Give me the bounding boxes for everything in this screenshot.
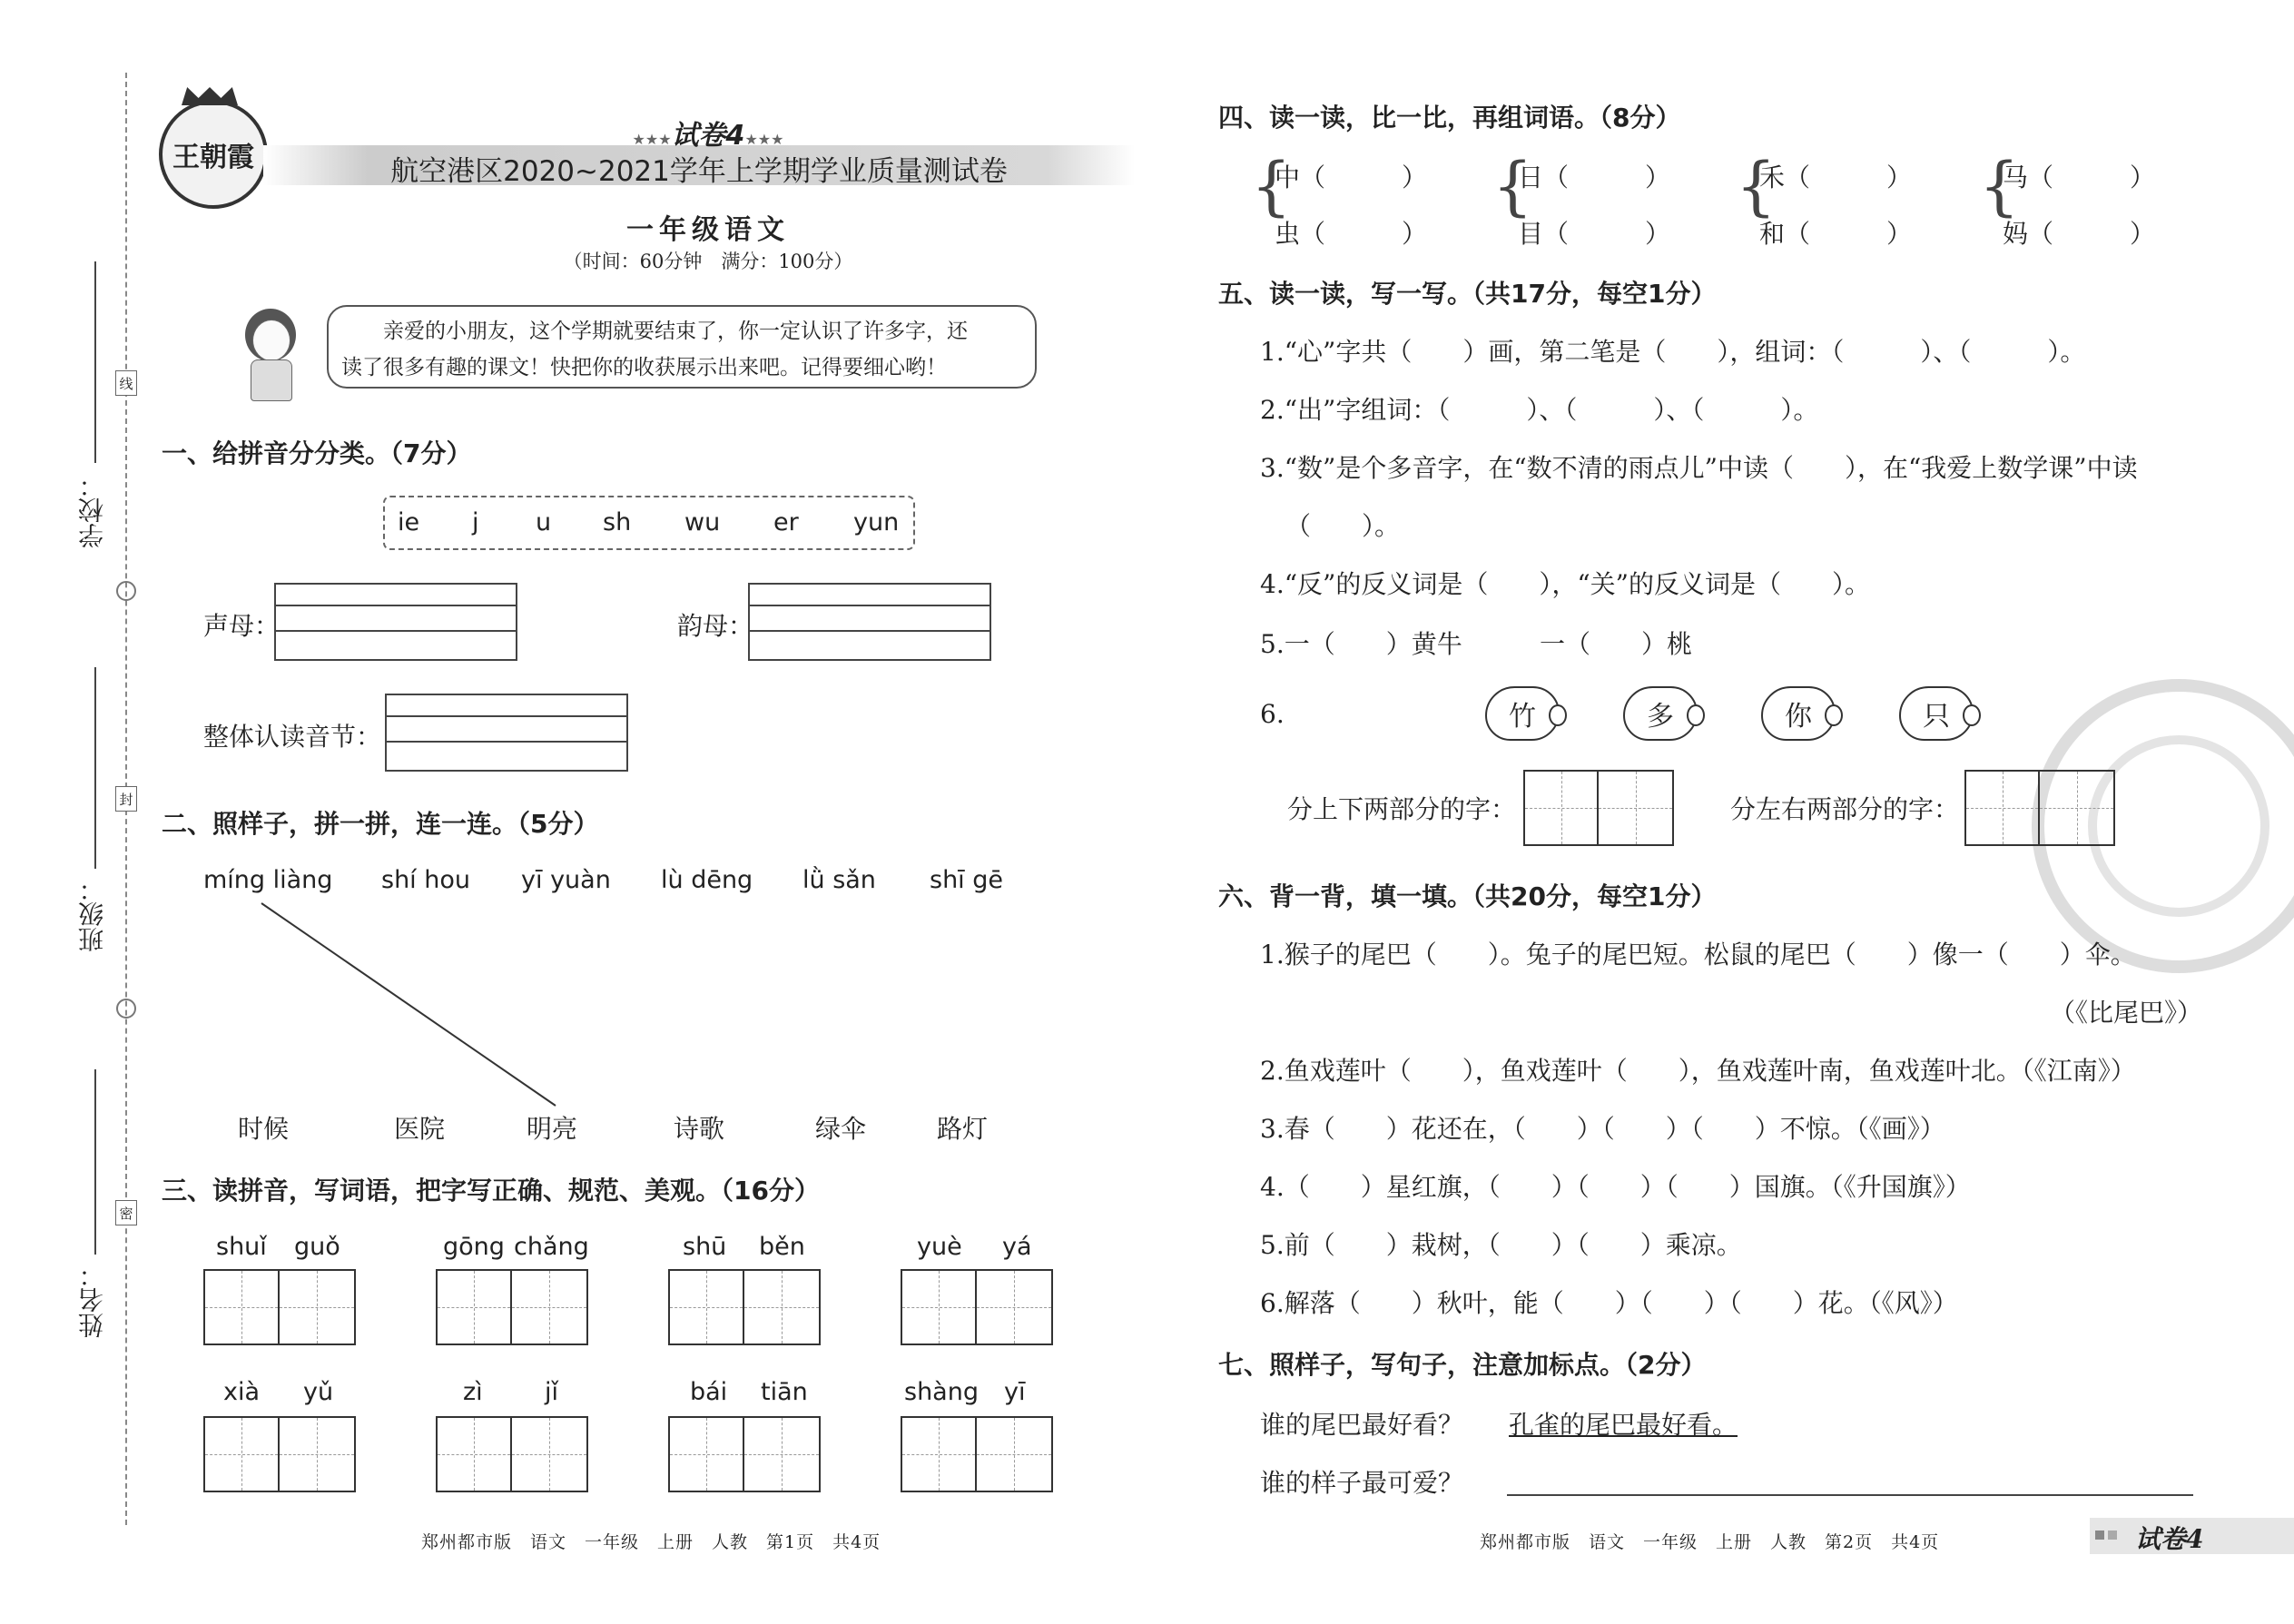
pinyin-item: sh — [603, 508, 632, 536]
q6-1-source: （《比尾巴》） — [2050, 998, 2203, 1028]
match-word[interactable]: 时候 — [238, 1114, 290, 1144]
word-pinyin: gōng — [443, 1233, 505, 1261]
zhengti-label: 整体认读音节： — [203, 722, 382, 752]
section-3-title: 三、读拼音，写词语，把字写正确、规范、美观。（16分） — [162, 1176, 820, 1206]
match-pinyin[interactable]: shí hou — [381, 866, 471, 894]
char-cloud: 你 — [1761, 686, 1836, 741]
intro-line-2: 读了很多有趣的课文！快把你的收获展示出来吧。记得要细心哟！ — [341, 356, 947, 379]
practice-question: 谁的样子最可爱？ — [1260, 1468, 1464, 1498]
section-1-title: 一、给拼音分分类。（7分） — [162, 438, 472, 468]
brace-icon: { — [1979, 149, 2020, 223]
q5-2: 2.“出”字组词：（ ）、（ ）、（ ）。 — [1260, 395, 1819, 425]
q5-3b: （ ）。 — [1285, 511, 1401, 541]
leftright-label: 分左右两部分的字： — [1730, 794, 1960, 824]
section-4-title: 四、读一读，比一比，再组词语。（8分） — [1218, 103, 1681, 133]
brace-icon: { — [1736, 149, 1777, 223]
footer-right: 郑州都市版 语文 一年级 上册 人教 第2页 共4页 — [1480, 1532, 1940, 1552]
answer-line[interactable] — [1507, 1494, 2193, 1496]
word-pinyin: běn — [759, 1233, 805, 1261]
pinyin-item: er — [773, 508, 799, 536]
writing-grid[interactable] — [901, 1269, 1053, 1345]
pinyin-item: u — [536, 508, 552, 536]
paper-number: ★★★试卷4★★★ — [632, 120, 784, 152]
writing-grid[interactable] — [436, 1269, 588, 1345]
compare-word: 妈（ ） — [2003, 219, 2156, 249]
exam-title: 航空港区2020~2021学年上学期学业质量测试卷 — [390, 155, 1008, 188]
compare-word: 日（ ） — [1518, 162, 1671, 192]
word-pinyin: xià — [223, 1378, 261, 1406]
school-label: 学校： — [77, 472, 107, 548]
writing-grid[interactable] — [436, 1416, 588, 1492]
word-pinyin: bái — [690, 1378, 728, 1406]
footer-left: 郑州都市版 语文 一年级 上册 人教 第1页 共4页 — [421, 1532, 881, 1552]
pinyin-item: j — [472, 508, 479, 536]
word-pinyin: shàng — [904, 1378, 979, 1406]
compare-word: 中（ ） — [1275, 162, 1428, 192]
word-pinyin: tiān — [761, 1378, 808, 1406]
writing-grid[interactable] — [901, 1416, 1053, 1492]
word-pinyin: shuǐ — [216, 1233, 267, 1261]
example-question: 谁的尾巴最好看？ — [1260, 1410, 1464, 1440]
time-score: （时间：60分钟 满分：100分） — [563, 251, 853, 272]
word-pinyin: zì — [463, 1378, 483, 1406]
section-6-title: 六、背一背，填一填。（共20分，每空1分） — [1218, 881, 1717, 911]
match-pinyin[interactable]: yī yuàn — [521, 866, 611, 894]
word-pinyin: yǔ — [303, 1378, 334, 1406]
intro-line-1: 亲爱的小朋友，这个学期就要结束了，你一定认识了许多字，还 — [383, 320, 968, 343]
match-word[interactable]: 路灯 — [937, 1114, 989, 1144]
match-pinyin[interactable]: shī gē — [930, 866, 1004, 894]
q6-3: 3.春（ ）花还在，（ ）（ ）（ ）不惊。（《画》） — [1260, 1114, 1945, 1144]
updown-label: 分上下两部分的字： — [1287, 794, 1517, 824]
q6-2: 2.鱼戏莲叶（ ），鱼戏莲叶（ ），鱼戏莲叶南，鱼戏莲叶北。（《江南》） — [1260, 1056, 2136, 1086]
word-pinyin: chǎng — [514, 1233, 589, 1261]
q6-6: 6.解落（ ）秋叶，能（ ）（ ）（ ）花。（《风》） — [1260, 1288, 1958, 1318]
word-pinyin: jǐ — [545, 1378, 559, 1406]
writing-grid[interactable] — [668, 1269, 821, 1345]
brace-icon: { — [1251, 149, 1292, 223]
shengmu-label: 声母： — [203, 611, 281, 641]
writing-grid[interactable] — [203, 1416, 356, 1492]
leftright-grid[interactable] — [1964, 770, 2115, 846]
q6-4: 4.（ ）星红旗，（ ）（ ）（ ）国旗。（《升国旗》） — [1260, 1172, 1971, 1202]
q6-5: 5.前（ ）栽树，（ ）（ ）乘凉。 — [1260, 1230, 1742, 1260]
word-pinyin: guǒ — [294, 1233, 340, 1261]
compare-word: 和（ ） — [1759, 219, 1913, 249]
pinyin-item: yun — [853, 508, 900, 536]
word-pinyin: yá — [1002, 1233, 1032, 1261]
star-icon: ★★★ — [744, 131, 784, 148]
word-pinyin: shū — [683, 1233, 727, 1261]
writing-grid[interactable] — [203, 1269, 356, 1345]
q5-3a: 3.“数”是个多音字，在“数不清的雨点儿”中读（ ），在“我爱上数学课”中读 — [1260, 453, 2138, 483]
q5-4: 4.“反”的反义词是（ ），“关”的反义词是（ ）。 — [1260, 569, 1870, 599]
name-label: 姓名： — [77, 1262, 107, 1338]
brace-icon: { — [1492, 149, 1533, 223]
subject-title: 一年级语文 — [626, 214, 790, 246]
q5-5b: 一（ ）桃 — [1540, 629, 1693, 659]
match-pinyin[interactable]: míng liàng — [203, 866, 333, 894]
match-pinyin[interactable]: lǜ sǎn — [802, 866, 876, 894]
match-word[interactable]: 诗歌 — [674, 1114, 725, 1144]
q6-1: 1.猴子的尾巴（ ）。兔子的尾巴短。松鼠的尾巴（ ）像一（ ）伞。 — [1260, 940, 2136, 969]
char-cloud: 多 — [1623, 686, 1698, 741]
char-cloud: 竹 — [1485, 686, 1560, 741]
q5-5a: 5.一（ ）黄牛 — [1260, 629, 1462, 659]
star-icon: ★★★ — [632, 131, 672, 148]
q5-6: 6. — [1260, 699, 1285, 729]
pinyin-item: ie — [398, 508, 420, 536]
section-7-title: 七、照样子，写句子，注意加标点。（2分） — [1218, 1350, 1707, 1380]
match-word[interactable]: 绿伞 — [815, 1114, 867, 1144]
paper-badge-text: 试卷4 — [2135, 1524, 2204, 1554]
example-answer: 孔雀的尾巴最好看。 — [1509, 1410, 1738, 1440]
compare-word: 虫（ ） — [1275, 219, 1428, 249]
match-pinyin[interactable]: lù dēng — [661, 866, 753, 894]
word-pinyin: yī — [1004, 1378, 1026, 1406]
q5-1: 1.“心”字共（ ）画，第二笔是（ ），组词：（ ）、（ ）。 — [1260, 337, 2086, 367]
compare-word: 禾（ ） — [1759, 162, 1913, 192]
section-2-title: 二、照样子，拼一拼，连一连。（5分） — [162, 809, 599, 839]
updown-grid[interactable] — [1523, 770, 1674, 846]
compare-word: 目（ ） — [1518, 219, 1671, 249]
writing-grid[interactable] — [668, 1416, 821, 1492]
section-5-title: 五、读一读，写一写。（共17分，每空1分） — [1218, 279, 1717, 309]
mark-mi: 密 — [115, 1200, 137, 1225]
logo-text: 王朝霞 — [172, 142, 254, 173]
class-label: 班级： — [77, 876, 107, 952]
yunmu-label: 韵母： — [677, 611, 754, 641]
compare-word: 马（ ） — [2003, 162, 2156, 192]
mark-feng: 封 — [115, 786, 137, 812]
match-word[interactable]: 医院 — [394, 1114, 446, 1144]
char-cloud: 只 — [1899, 686, 1974, 741]
match-word[interactable]: 明亮 — [527, 1114, 578, 1144]
paper-badge — [2090, 1518, 2294, 1554]
word-pinyin: yuè — [917, 1233, 962, 1261]
mark-xian: 线 — [115, 370, 137, 396]
pinyin-item: wu — [684, 508, 721, 536]
